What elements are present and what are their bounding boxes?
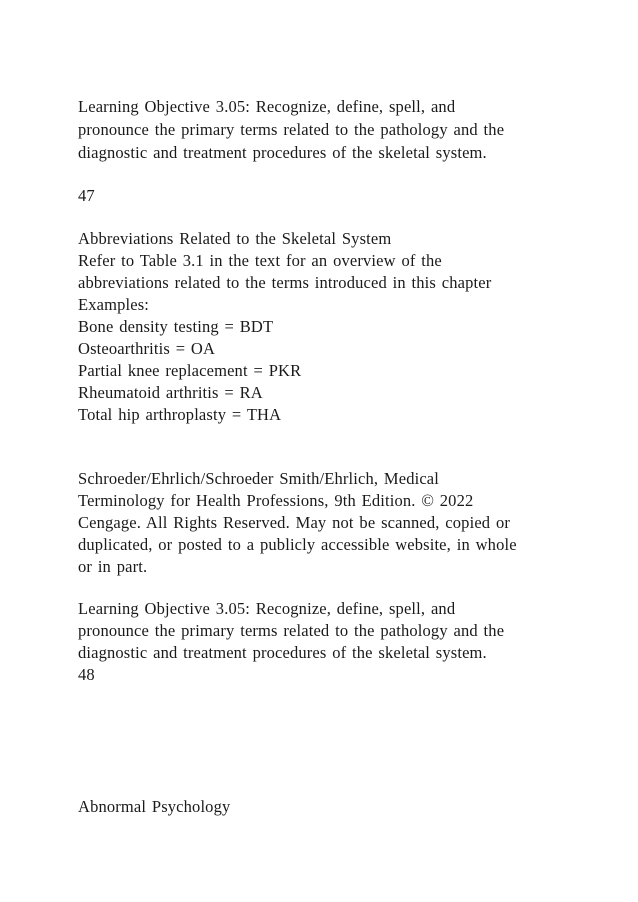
- section-title: Abbreviations Related to the Skeletal System: [78, 229, 392, 248]
- page-number: 48: [78, 665, 95, 684]
- copyright-line-4: duplicated, or posted to a publicly accessible website, in whole: [78, 535, 517, 554]
- page-number: 47: [78, 186, 95, 205]
- example-item: Partial knee replacement = PKR: [78, 361, 302, 380]
- intro-line-1: Refer to Table 3.1 in the text for an overview of the: [78, 251, 442, 270]
- example-item: Rheumatoid arthritis = RA: [78, 383, 263, 402]
- copyright-line-1: Schroeder/Ehrlich/Schroeder Smith/Ehrlich, Medical: [78, 469, 440, 488]
- copyright-line-3: Cengage. All Rights Reserved. May not be scanned, copied or: [78, 513, 511, 532]
- intro-line-2: abbreviations related to the terms introduced in this chapter: [78, 273, 492, 292]
- learning-objective-line-1: Learning Objective 3.05: Recognize, define, spell, and: [78, 599, 456, 618]
- example-item: Total hip arthroplasty = THA: [78, 405, 282, 424]
- document-title: Abnormal Psychology: [78, 797, 231, 816]
- example-item: Osteoarthritis = OA: [78, 339, 216, 358]
- learning-objective-line-2: pronounce the primary terms related to the pathology and the: [78, 621, 505, 640]
- learning-objective-line-3: diagnostic and treatment procedures of the skeletal system.: [78, 143, 487, 162]
- copyright-line-2: Terminology for Health Professions, 9th Edition. © 2022: [78, 491, 474, 510]
- learning-objective-line-3: diagnostic and treatment procedures of the skeletal system.: [78, 643, 487, 662]
- copyright-line-5: or in part.: [78, 557, 148, 576]
- example-item: Bone density testing = BDT: [78, 317, 274, 336]
- learning-objective-line-1: Learning Objective 3.05: Recognize, define, spell, and: [78, 97, 456, 116]
- learning-objective-line-2: pronounce the primary terms related to the pathology and the: [78, 120, 505, 139]
- examples-label: Examples:: [78, 295, 149, 314]
